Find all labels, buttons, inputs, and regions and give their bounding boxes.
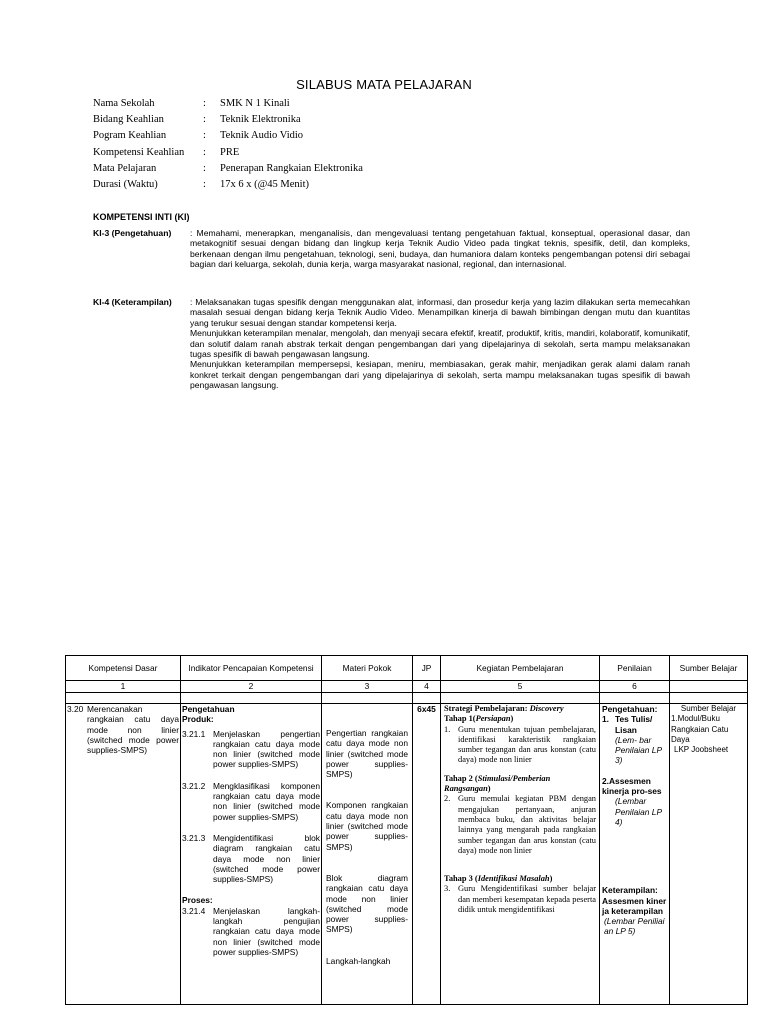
header-kompetensi-dasar: Kompetensi Dasar [66,656,181,681]
materi-cell [322,704,413,1005]
table-row [66,704,748,1005]
penilaian-item: 1. Tes Tulis/ Lisan [602,714,653,735]
kegiatan-item: 2. Guru memulai kegiatan PBM dengan mengajukan pertanyaan, anjuran membaca buku, dan aktivitas belajar lainnya yang mengarah pada rangkaian sumber tegangan dan arus konstan (catu daya) mode non linier [444,794,596,855]
info-value: 17x 6 x (@45 Menit) [220,178,309,190]
kd-text: Merencanakan rangkaian catu daya mode non linier (switched mode power supplies-SMPS) [87,704,179,756]
kegiatan-item: 1. Guru menentukan tujuan pembelajaran, identifikasi karakteristik rangkaian sumber tegangan dan arus konstan (catu daya) mode non linier [444,724,596,765]
indikator-heading: Pengetahuan [182,704,235,714]
table-spacer-row [66,693,748,704]
indikator-cell [181,704,322,1005]
info-row-program [93,128,363,144]
kegiatan-cell: Strategi Pembelajaran: Discovery Tahap 1(Persiapan) 1. Guru menentukan tujuan pembelajaran, identifikasi karakteristik rangkaian sumber tegangan dan arus konstan (catu daya) mode non linier Tahap 2 (Stimulasi/Pemberian Rangsangan) 2. Guru memulai kegiatan PBM dengan mengajukan pertanyaan, anjuran membaca buku, dan aktivitas belajar lainnya yang mengarah pada rangkaian sumber tegangan dan arus konstan (catu daya) mode non linier Tahap 3 (Identifikasi Masalah) 3. Guru Mengidentifikasi sumber belajar dan memberi kesempatan kepada peserta didik untuk mengidentifikasi [441,704,600,1005]
tahap-label: Tahap 1 [444,714,473,724]
tahap-name: Stimulasi/Pemberian Rangsangan [444,773,551,794]
penilaian-item: 2.Assesmen kinerja pro-ses [602,775,662,797]
info-value: Penerapan Rangkaian Elektronika [220,162,363,174]
header-penilaian: Penilaian [600,656,670,681]
col-number: 4 [413,681,441,693]
col-number: 3 [322,681,413,693]
tahap-name: Identifikasi Masalah [477,874,550,884]
kd-number: 3.20 [67,704,84,714]
ki4-section [93,297,690,391]
col-number: 5 [441,681,600,693]
header-materi-pokok: Materi Pokok [322,656,413,681]
ki4-paragraph: Menunjukkan keterampilan mempersepsi, kesiapan, meniru, membiasakan, gerak mahir, menjadikan gerak alami dalam ranah konkret terkait dengan pengembangan dari yang dipelajarinya di sekolah, serta mampu melaksanakan tugas spesifik di bawah pengawasan langsung. [190,359,690,391]
tahap-label: Tahap 3 [444,874,473,884]
info-label: Durasi (Waktu) [93,178,158,190]
materi-item: Komponen rangkaian catu daya mode non linier (switched mode power supplies-SMPS) [326,800,408,852]
indikator-item: 3.21.3 Mengidentifikasi blok diagram rangkaian catu daya mode non linier (switched mode power supplies-SMPS) [182,832,320,885]
ki-heading: KOMPETENSI INTI (KI) [93,212,190,222]
penilaian-note: (Lem- bar Penilaian LP 3) [615,734,662,766]
syllabus-info [93,96,363,193]
info-row-school [93,96,363,112]
header-sumber-belajar: Sumber Belajar [670,656,748,681]
info-sep: : [203,98,206,109]
kegiatan-item: 3. Guru Mengidentifikasi sumber belajar dan memberi kesempatan kepada peserta didik untuk mengidentifikasi [444,884,596,915]
table-header-row [66,656,748,681]
info-label: Bidang Keahlian [93,114,164,126]
penilaian-heading: Keterampilan: Assesmen kiner ja keterampilan [602,885,667,916]
info-sep: : [203,146,206,158]
materi-item: Langkah-langkah [326,955,391,966]
info-row-competency [93,145,363,161]
header-jp: JP [413,656,441,681]
ki4-paragraph: Menunjukkan keterampilan menalar, mengolah, dan menyaji secara efektif, kreatif, produktif, kritis, mandiri, kolaboratif, komunikatif, dan solutif dalam ranah abstrak terkait dengan pengembangan dari yang dipelajarinya di sekolah, serta mampu melaksanakan tugas spesifik di bawah pengawasan langsung. [190,328,690,360]
info-row-duration [93,177,363,193]
indikator-subheading: Produk: [182,714,214,725]
penilaian-note: (Lembar Peniliai an LP 5) [604,916,665,937]
info-label: Pogram Keahlian [93,130,167,142]
info-label: Mata Pelajaran [93,162,157,174]
indikator-item: 3.21.2 Mengklasifikasi komponen rangkaian catu daya mode non linier (switched mode power supplies-SMPS) [182,780,320,822]
col-number [670,681,748,693]
ki3-label: KI-3 (Pengetahuan) [93,228,172,238]
info-value: Teknik Elektronika [220,114,301,126]
materi-item: Pengertian rangkaian catu daya mode non linier (switched mode power supplies-SMPS) [326,728,408,780]
info-label: Nama Sekolah [93,98,155,109]
kd-cell [66,704,181,1005]
strategi-label: Strategi Pembelajaran: [444,704,530,713]
info-sep: : [203,162,206,174]
ki4-label: KI-4 (Keterampilan) [93,297,172,307]
sumber-heading: Sumber Belajar [680,704,737,713]
ki3-text: : Memahami, menerapkan, menganalisis, dan mengevaluasi tentang pengetahuan faktual, konseptual, operasional dasar, dan metakognitif sesuai dengan bidang dan lingkup kerja Teknik Audio Video pada tingkat teknis, spesifik, detil, dan kompleks, berkenaan dengan ilmu pengetahuan, teknologi, seni, budaya, dan humaniora dalam konteks pengembangan potensi diri sebagai bagian dari keluarga, sekolah, dunia kerja, warga masyarakat nasional, regional, dan internasional. [190,228,690,270]
info-sep: : [203,130,206,142]
info-value: PRE [220,146,240,158]
page-title: SILABUS MATA PELAJARAN [296,77,472,92]
penilaian-note: (Lembar Penilaian LP 4) [615,796,662,827]
sumber-cell [670,704,748,1005]
col-number: 6 [600,681,670,693]
jp-cell: 6x45 [413,704,441,1005]
sumber-item: 1.Modul/Buku Rangkaian Catu Daya [671,714,729,744]
tahap-name: Persiapan [475,714,511,724]
col-number: 1 [66,681,181,693]
tahap-label: Tahap 2 [444,773,473,783]
info-row-subject [93,161,363,177]
info-label: Kompetensi Keahlian [93,146,185,158]
info-row-field [93,112,363,128]
info-sep: : [203,114,206,126]
col-number: 2 [181,681,322,693]
indikator-item: 3.21.1 Menjelaskan pengertian rangkaian catu daya mode non linier (switched mode power supplies-SMPS) [182,728,320,770]
indikator-item: 3.21.4 Menjelaskan langkah-langkah pengujian rangkaian catu daya mode non linier (switched mode power supplies-SMPS) [182,905,320,957]
header-indikator: Indikator Pencapaian Kompetensi [181,656,322,681]
materi-item: Blok diagram rangkaian catu daya mode non linier (switched mode power supplies-SMPS) [326,872,408,935]
ki3-section [93,228,690,270]
strategi-value: Discovery [529,704,564,713]
indikator-subheading: Proses: [182,895,213,906]
info-sep: : [203,178,206,190]
sumber-item: LKP Joobsheet [674,745,729,755]
table-number-row [66,681,748,693]
info-value: SMK N 1 Kinali [220,98,290,109]
header-kegiatan: Kegiatan Pembelajaran [441,656,600,681]
penilaian-cell [600,704,670,1005]
syllabus-table [65,655,748,1005]
info-value: Teknik Audio Vidio [220,130,304,142]
penilaian-heading: Pengetahuan: [602,704,658,714]
ki4-paragraph: : Melaksanakan tugas spesifik dengan menggunakan alat, informasi, dan prosedur kerja yang lazim dilakukan serta memecahkan masalah sesuai dengan bidang kerja Teknik Audio Video. Menampilkan kinerja di bawah bimbingan dengan mutu dan kuantitas yang terukur sesuai dengan standar kompetensi kerja. [190,297,690,328]
